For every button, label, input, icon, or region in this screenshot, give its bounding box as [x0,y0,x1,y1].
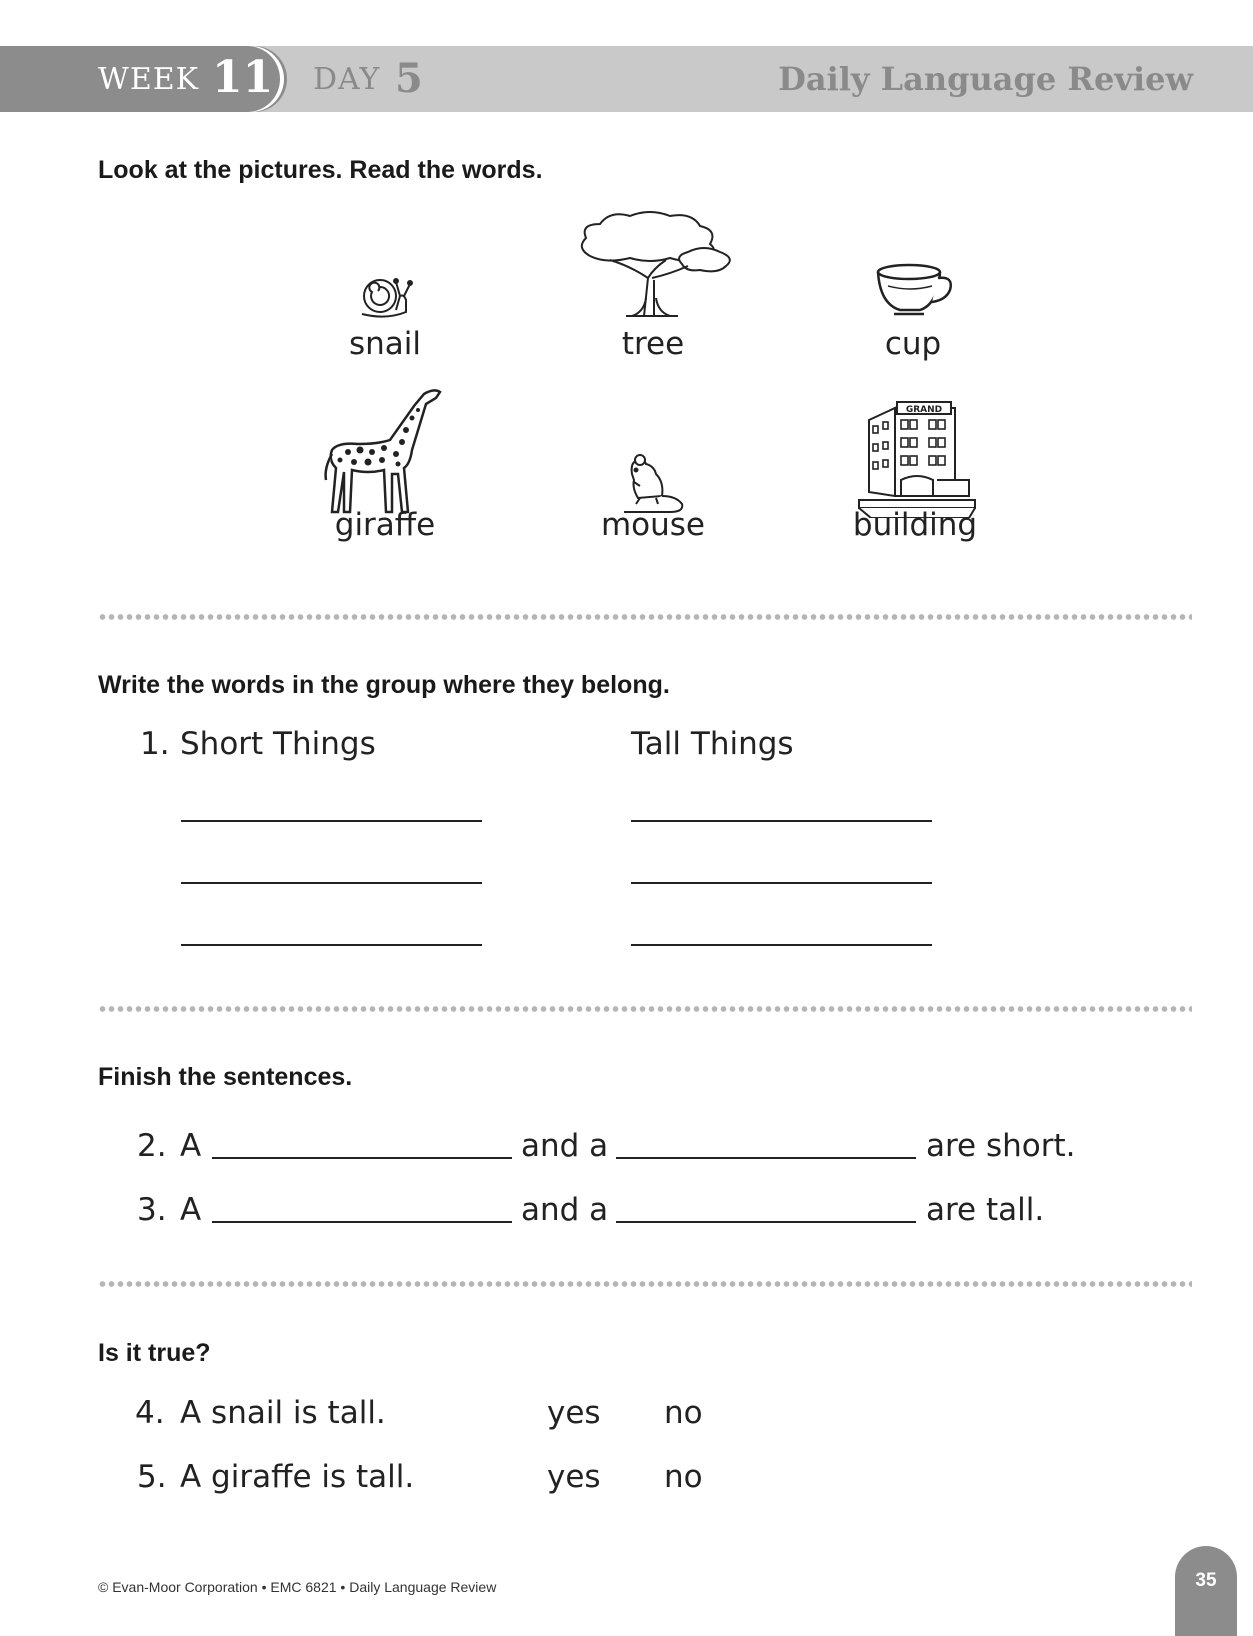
sentence-blank[interactable] [212,1157,512,1159]
building-sign-text: GRAND [905,405,943,415]
instruction-finish-sentences: Finish the sentences. [98,1063,353,1091]
instruction-is-it-true: Is it true? [98,1339,211,1367]
true-false-statement: A snail is tall. [180,1395,386,1431]
true-false-statement: A giraffe is tall. [180,1459,415,1495]
item-number-5: 5. [137,1459,167,1495]
item-number-3: 3. [137,1192,167,1228]
tall-answer-line[interactable] [631,820,932,822]
picture-label-tree: tree [621,326,685,362]
tree-icon [570,208,736,320]
short-things-heading: Short Things [180,726,376,762]
sentence-blank[interactable] [616,1221,916,1223]
page-number: 35 [1195,1570,1217,1591]
item-number-1: 1. [140,726,170,762]
tall-answer-line[interactable] [631,882,932,884]
sentence-blank[interactable] [616,1157,916,1159]
picture-label-cup: cup [884,326,942,362]
building-icon [857,400,977,518]
giraffe-icon [318,384,448,518]
cup-icon [870,262,956,320]
item-number-2: 2. [137,1128,167,1164]
short-answer-line[interactable] [181,820,482,822]
picture-label-snail: snail [348,326,422,362]
day-label: DAY [313,62,381,97]
tall-answer-line[interactable] [631,944,932,946]
instruction-sort-words: Write the words in the group where they belong. [98,671,670,699]
footer-credit: © Evan-Moor Corporation • EMC 6821 • Daily Language Review [98,1579,497,1595]
picture-label-giraffe: giraffe [334,507,436,543]
sentence-middle: and a [521,1128,609,1164]
yes-option[interactable]: yes [547,1459,601,1495]
tall-things-heading: Tall Things [631,726,794,762]
yes-option[interactable]: yes [547,1395,601,1431]
week-number: 11 [212,52,274,103]
snail-icon [356,270,414,322]
series-title: Daily Language Review [778,60,1193,98]
dotted-divider [98,614,1192,620]
picture-label-mouse: mouse [600,507,706,543]
week-label: WEEK [98,62,200,97]
picture-label-building: building [852,507,978,543]
short-answer-line[interactable] [181,882,482,884]
sentence-start: A [180,1128,202,1164]
item-number-4: 4. [135,1395,165,1431]
sentence-start: A [180,1192,202,1228]
instruction-look-and-read: Look at the pictures. Read the words. [98,156,543,184]
dotted-divider [98,1281,1192,1287]
sentence-end: are short. [926,1128,1076,1164]
short-answer-line[interactable] [181,944,482,946]
day-number: 5 [395,55,423,102]
sentence-blank[interactable] [212,1221,512,1223]
sentence-middle: and a [521,1192,609,1228]
no-option[interactable]: no [664,1459,703,1495]
no-option[interactable]: no [664,1395,703,1431]
dotted-divider [98,1006,1192,1012]
sentence-end: are tall. [926,1192,1045,1228]
